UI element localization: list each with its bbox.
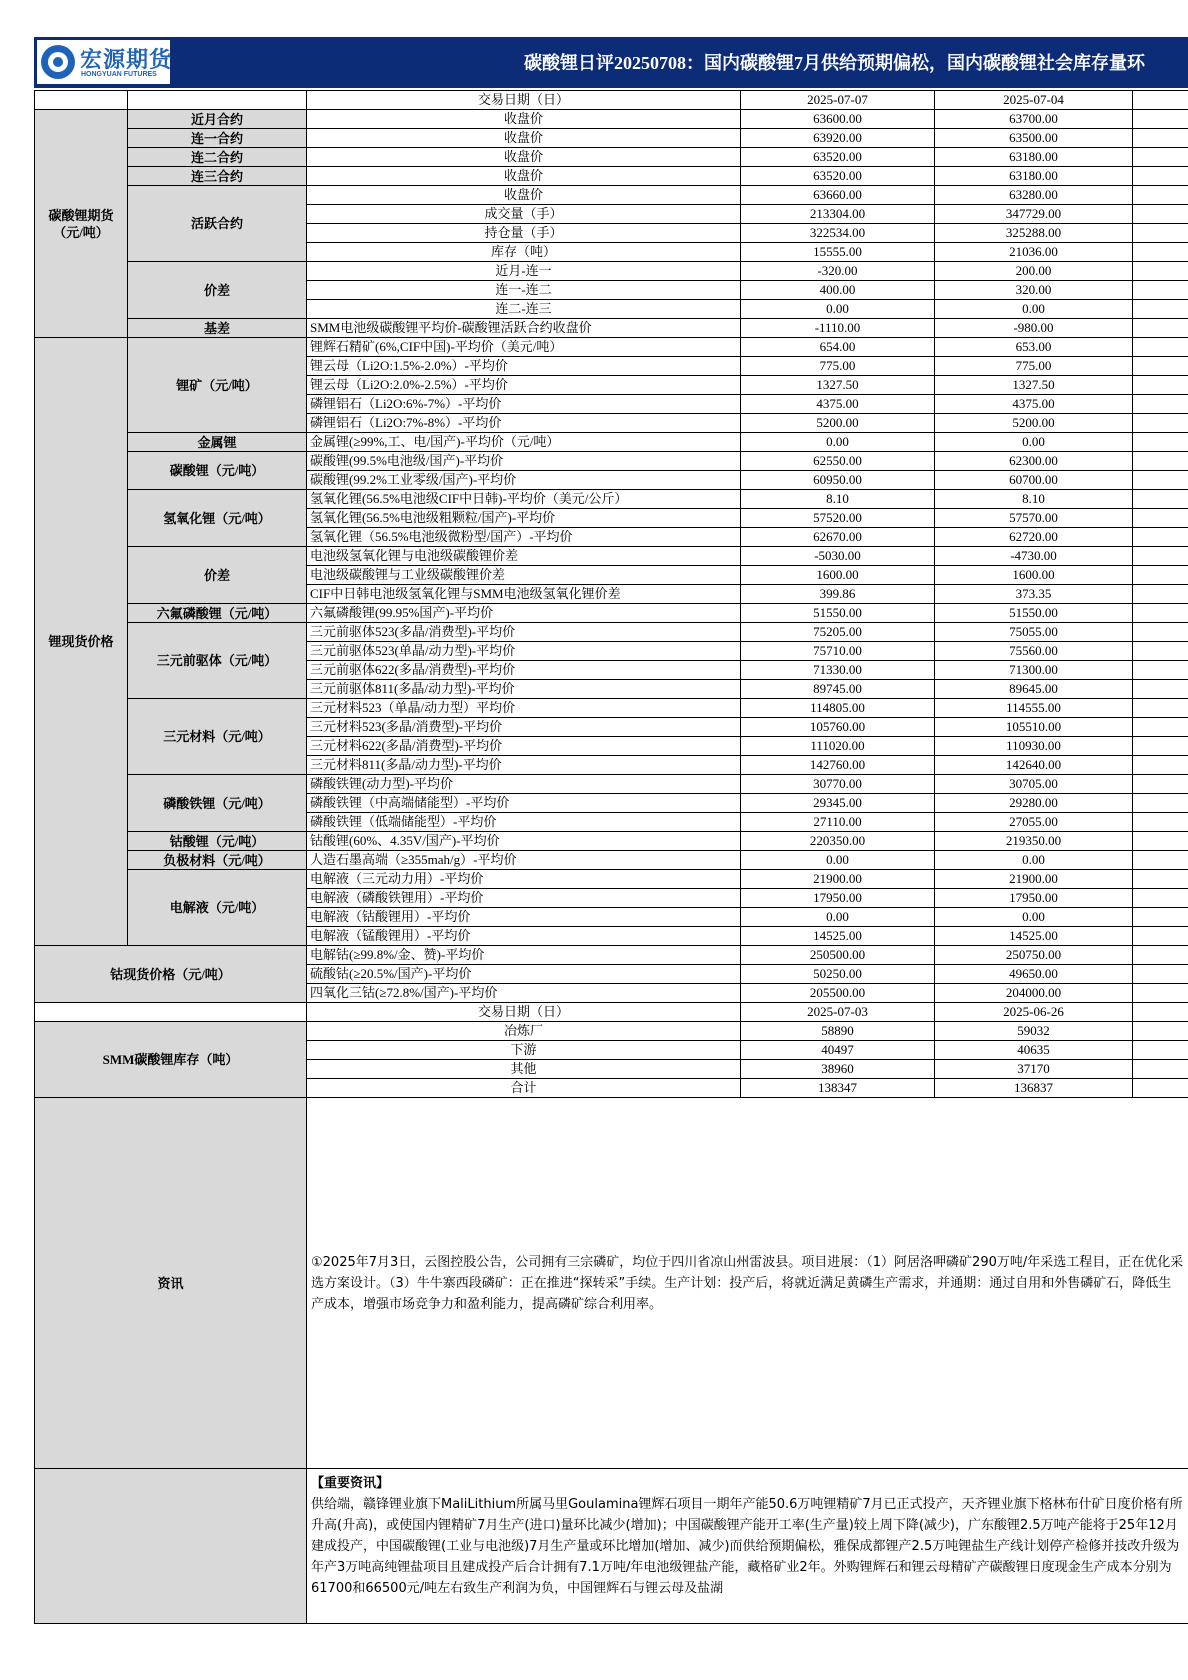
value-previous: 21900.00 xyxy=(935,870,1133,889)
spot-row xyxy=(35,452,1188,471)
cut-off-cell xyxy=(1133,110,1188,129)
value-previous: 27055.00 xyxy=(935,813,1133,832)
value-previous: 57570.00 xyxy=(935,509,1133,528)
cut-off-cell xyxy=(1133,661,1188,680)
contract-label: 连一合约 xyxy=(128,129,307,148)
spot-row xyxy=(35,699,1188,718)
item-label: 锂辉石精矿(6%,CIF中国)-平均价（美元/吨） xyxy=(307,338,741,357)
item-label: 三元前驱体622(多晶/消费型)-平均价 xyxy=(307,661,741,680)
news-row xyxy=(35,1098,1188,1469)
cut-off-cell xyxy=(1133,984,1188,1003)
item-label: 收盘价 xyxy=(307,129,741,148)
cut-off-cell xyxy=(1133,775,1188,794)
cut-off-cell xyxy=(1133,129,1188,148)
value-current: 4375.00 xyxy=(741,395,935,414)
company-logo xyxy=(37,40,173,84)
value-current: 220350.00 xyxy=(741,832,935,851)
cut-off-cell xyxy=(1133,509,1188,528)
item-label: 三元材料523(多晶/消费型)-平均价 xyxy=(307,718,741,737)
cut-off-cell xyxy=(1133,585,1188,604)
value-previous: 14525.00 xyxy=(935,927,1133,946)
cut-off-cell xyxy=(1133,813,1188,832)
report-title: 碳酸锂日评20250708：国内碳酸锂7月供给预期偏松，国内碳酸锂社会库存量环 xyxy=(524,53,1145,73)
futures-row xyxy=(35,110,1188,129)
item-label: 库存（吨） xyxy=(307,243,741,262)
active-contract-row xyxy=(35,186,1188,205)
cut-off-cell xyxy=(1133,338,1188,357)
cut-off-cell xyxy=(1133,395,1188,414)
cut-off-cell xyxy=(1133,471,1188,490)
item-label: 收盘价 xyxy=(307,186,741,205)
cut-off-cell xyxy=(1133,300,1188,319)
cut-off-cell xyxy=(1133,1003,1188,1022)
cut-off-cell xyxy=(1133,91,1188,110)
product-label: 金属锂 xyxy=(128,433,307,452)
logo-icon xyxy=(41,45,75,79)
spread-row xyxy=(35,262,1188,281)
item-label: 其他 xyxy=(307,1060,741,1079)
item-label: 四氧化三钴(≥72.8%/国产)-平均价 xyxy=(307,984,741,1003)
value-previous: 0.00 xyxy=(935,300,1133,319)
value-current: 213304.00 xyxy=(741,205,935,224)
value-previous: 30705.00 xyxy=(935,775,1133,794)
futures-row xyxy=(35,129,1188,148)
value-current: 14525.00 xyxy=(741,927,935,946)
value-current: 138347 xyxy=(741,1079,935,1098)
value-previous: 59032 xyxy=(935,1022,1133,1041)
value-previous: 325288.00 xyxy=(935,224,1133,243)
item-label: CIF中日韩电池级氢氧化锂与SMM电池级氢氧化锂价差 xyxy=(307,585,741,604)
value-previous: 60700.00 xyxy=(935,471,1133,490)
value-current: 1600.00 xyxy=(741,566,935,585)
futures-row xyxy=(35,167,1188,186)
cut-off-cell xyxy=(1133,737,1188,756)
date-current: 2025-07-07 xyxy=(741,91,935,110)
value-previous: 89645.00 xyxy=(935,680,1133,699)
basis-label: 基差 xyxy=(128,319,307,338)
value-current: 38960 xyxy=(741,1060,935,1079)
value-current: 60950.00 xyxy=(741,471,935,490)
item-label: 持仓量（手） xyxy=(307,224,741,243)
value-current: 399.86 xyxy=(741,585,935,604)
contract-label: 近月合约 xyxy=(128,110,307,129)
value-previous: 63280.00 xyxy=(935,186,1133,205)
value-current: 27110.00 xyxy=(741,813,935,832)
spot-row xyxy=(35,433,1188,452)
value-current: 654.00 xyxy=(741,338,935,357)
cut-off-cell xyxy=(1133,566,1188,585)
cut-off-cell xyxy=(1133,262,1188,281)
corner-cell xyxy=(128,91,307,110)
item-label: 碳酸锂(99.5%电池级/国产)-平均价 xyxy=(307,452,741,471)
cut-off-cell xyxy=(1133,452,1188,471)
item-label: 电解液（三元动力用）-平均价 xyxy=(307,870,741,889)
value-previous: 8.10 xyxy=(935,490,1133,509)
value-current: 0.00 xyxy=(741,433,935,452)
spot-row xyxy=(35,851,1188,870)
cut-off-cell xyxy=(1133,1079,1188,1098)
value-current: 0.00 xyxy=(741,908,935,927)
lithium-daily-table xyxy=(34,90,1188,1624)
cut-off-cell xyxy=(1133,433,1188,452)
cut-off-cell xyxy=(1133,490,1188,509)
news-text: ①2025年7月3日，云图控股公告，公司拥有三宗磷矿，均位于四川省凉山州雷波县。项目进展：（1）阿居洛呷磷矿290万吨/年采选工程目，正在优化采选方案设计。（3）牛牛寨西段磷矿：正在推进“探转采”手续。生产计划：投产后，将就近满足黄磷生产需求，并通期：通过自用和外售磷矿石，降低生产成本，增强市场竞争力和盈利能力，提高磷矿综合利用率。 xyxy=(307,1098,1188,1469)
value-current: 51550.00 xyxy=(741,604,935,623)
value-previous: 320.00 xyxy=(935,281,1133,300)
item-label: 磷锂铝石（Li2O:6%-7%）-平均价 xyxy=(307,395,741,414)
value-current: 400.00 xyxy=(741,281,935,300)
item-label: 收盘价 xyxy=(307,167,741,186)
spot-row xyxy=(35,832,1188,851)
item-label: 电解液（钴酸锂用）-平均价 xyxy=(307,908,741,927)
value-current: 50250.00 xyxy=(741,965,935,984)
contract-label: 连三合约 xyxy=(128,167,307,186)
value-current: -5030.00 xyxy=(741,547,935,566)
cut-off-cell xyxy=(1133,357,1188,376)
spot-row xyxy=(35,870,1188,889)
value-current: 17950.00 xyxy=(741,889,935,908)
cut-off-cell xyxy=(1133,756,1188,775)
item-label: 六氟磷酸锂(99.95%国产)-平均价 xyxy=(307,604,741,623)
value-previous: 75055.00 xyxy=(935,623,1133,642)
value-previous: 49650.00 xyxy=(935,965,1133,984)
value-previous: 1600.00 xyxy=(935,566,1133,585)
cobalt-group-label: 钴现货价格（元/吨） xyxy=(35,946,307,1003)
important-news-row xyxy=(35,1469,1188,1624)
value-previous: 63500.00 xyxy=(935,129,1133,148)
logo-chinese-name: 宏源期货 xyxy=(80,48,173,73)
value-previous: 62720.00 xyxy=(935,528,1133,547)
logo-english-name: HONGYUAN FUTURES xyxy=(81,71,157,78)
item-label: 锂云母（Li2O:2.0%-2.5%）-平均价 xyxy=(307,376,741,395)
item-label: 收盘价 xyxy=(307,110,741,129)
value-previous: 1327.50 xyxy=(935,376,1133,395)
date-current: 2025-07-03 xyxy=(741,1003,935,1022)
date-previous: 2025-06-26 xyxy=(935,1003,1133,1022)
basis-row xyxy=(35,319,1188,338)
cut-off-cell xyxy=(1133,167,1188,186)
product-label: 锂矿（元/吨） xyxy=(128,338,307,433)
cut-off-cell xyxy=(1133,1060,1188,1079)
value-current: 15555.00 xyxy=(741,243,935,262)
value-previous: 204000.00 xyxy=(935,984,1133,1003)
value-current: 111020.00 xyxy=(741,737,935,756)
cobalt-row xyxy=(35,946,1188,965)
item-label: 磷锂铝石（Li2O:7%-8%）-平均价 xyxy=(307,414,741,433)
value-previous: 200.00 xyxy=(935,262,1133,281)
value-previous: 40635 xyxy=(935,1041,1133,1060)
inventory-group-label: SMM碳酸锂库存（吨） xyxy=(35,1022,307,1098)
value-current: 142760.00 xyxy=(741,756,935,775)
item-label: 钴酸锂(60%、4.35V/国产)-平均价 xyxy=(307,832,741,851)
item-label: 电解液（锰酸锂用）-平均价 xyxy=(307,927,741,946)
report-header xyxy=(34,37,1188,88)
cut-off-cell xyxy=(1133,243,1188,262)
value-previous: 75560.00 xyxy=(935,642,1133,661)
spot-row xyxy=(35,604,1188,623)
value-current: 205500.00 xyxy=(741,984,935,1003)
spot-row xyxy=(35,490,1188,509)
cut-off-cell xyxy=(1133,851,1188,870)
inventory-date-row xyxy=(35,1003,1188,1022)
date-previous: 2025-07-04 xyxy=(935,91,1133,110)
cut-off-cell xyxy=(1133,623,1188,642)
value-current: 62550.00 xyxy=(741,452,935,471)
cut-off-cell xyxy=(1133,319,1188,338)
date-header-label: 交易日期（日） xyxy=(307,91,741,110)
value-previous: 250750.00 xyxy=(935,946,1133,965)
item-label: 下游 xyxy=(307,1041,741,1060)
important-news-text: 供给端，赣锋锂业旗下MaliLithium所属马里Goulamina锂辉石项目一期年产能50.6万吨锂精矿7月已正式投产，天齐锂业旗下格林布什矿日度价格有所升高(升高)，或使国内锂精矿7月生产(进口)量环比减少(增加)；中国碳酸锂产能开工率(生产量)较上周下降(减少)，广东酸锂2.5万吨产能将于25年12月建成投产，中国碳酸锂(工业与电池级)7月生产量或环比增加(增加、减少)而供给预期偏松，雅保成都锂产2.5万吨锂盐生产线计划停产检修并技改升级为年产3万吨高纯锂盐项目且建成投产后合计拥有7.1万吨/年电池级锂盐产能，藏格矿业2年。外购锂辉石和锂云母精矿产碳酸锂日度现金生产成本分别为61700和66500元/吨左右致生产利润为负，中国锂辉石与锂云母及盐湖 xyxy=(311,1497,1183,1596)
product-label: 负极材料（元/吨） xyxy=(128,851,307,870)
cut-off-cell xyxy=(1133,224,1188,243)
item-label: 磷酸铁锂(动力型)-平均价 xyxy=(307,775,741,794)
item-label: 人造石墨高端（≥355mah/g）-平均价 xyxy=(307,851,741,870)
item-label: 电池级氢氧化锂与电池级碳酸锂价差 xyxy=(307,547,741,566)
corner-cell xyxy=(35,1003,307,1022)
cut-off-cell xyxy=(1133,718,1188,737)
item-label: 磷酸铁锂（低端储能型）-平均价 xyxy=(307,813,741,832)
important-news-cell xyxy=(307,1469,1188,1624)
cut-off-cell xyxy=(1133,946,1188,965)
value-previous: 29280.00 xyxy=(935,794,1133,813)
value-previous: 0.00 xyxy=(935,908,1133,927)
cut-off-cell xyxy=(1133,414,1188,433)
cut-off-cell xyxy=(1133,642,1188,661)
item-label: 磷酸铁锂（中高端储能型）-平均价 xyxy=(307,794,741,813)
date-header-label: 交易日期（日） xyxy=(307,1003,741,1022)
value-current: 1327.50 xyxy=(741,376,935,395)
value-current: 63600.00 xyxy=(741,110,935,129)
value-current: 775.00 xyxy=(741,357,935,376)
value-current: 63920.00 xyxy=(741,129,935,148)
cut-off-cell xyxy=(1133,870,1188,889)
value-previous: 37170 xyxy=(935,1060,1133,1079)
value-current: 5200.00 xyxy=(741,414,935,433)
value-current: 57520.00 xyxy=(741,509,935,528)
value-current: 0.00 xyxy=(741,300,935,319)
spot-group-label: 锂现货价格 xyxy=(35,338,128,946)
important-news-label xyxy=(35,1469,307,1624)
value-current: 75205.00 xyxy=(741,623,935,642)
value-current: 30770.00 xyxy=(741,775,935,794)
important-news-title: 【重要资讯】 xyxy=(311,1476,390,1491)
product-label: 磷酸铁锂（元/吨） xyxy=(128,775,307,832)
cut-off-cell xyxy=(1133,205,1188,224)
cut-off-cell xyxy=(1133,832,1188,851)
cut-off-cell xyxy=(1133,547,1188,566)
cut-off-cell xyxy=(1133,965,1188,984)
value-previous: 5200.00 xyxy=(935,414,1133,433)
value-previous: 63700.00 xyxy=(935,110,1133,129)
item-label: 金属锂(≥99%,工、电/国产)-平均价（元/吨） xyxy=(307,433,741,452)
item-label: 三元材料622(多晶/消费型)-平均价 xyxy=(307,737,741,756)
spot-row xyxy=(35,775,1188,794)
value-previous: 136837 xyxy=(935,1079,1133,1098)
item-label: 三元前驱体523(多晶/消费型)-平均价 xyxy=(307,623,741,642)
cut-off-cell xyxy=(1133,186,1188,205)
product-label: 电解液（元/吨） xyxy=(128,870,307,946)
value-previous: 775.00 xyxy=(935,357,1133,376)
item-label: SMM电池级碳酸锂平均价-碳酸锂活跃合约收盘价 xyxy=(307,319,741,338)
corner-cell xyxy=(35,91,128,110)
value-current: -320.00 xyxy=(741,262,935,281)
item-label: 三元前驱体811(多晶/动力型)-平均价 xyxy=(307,680,741,699)
value-current: 29345.00 xyxy=(741,794,935,813)
cut-off-cell xyxy=(1133,927,1188,946)
item-label: 电解液（磷酸铁锂用）-平均价 xyxy=(307,889,741,908)
item-label: 三元材料523（单晶/动力型）平均价 xyxy=(307,699,741,718)
value-previous: 51550.00 xyxy=(935,604,1133,623)
item-label: 氢氧化锂(56.5%电池级粗颗粒/国产)-平均价 xyxy=(307,509,741,528)
item-label: 硫酸钴(≥20.5%/国产)-平均价 xyxy=(307,965,741,984)
value-current: 63520.00 xyxy=(741,167,935,186)
value-current: 89745.00 xyxy=(741,680,935,699)
item-label: 近月-连一 xyxy=(307,262,741,281)
contract-label: 连二合约 xyxy=(128,148,307,167)
product-label: 氢氧化锂（元/吨） xyxy=(128,490,307,547)
value-previous: 105510.00 xyxy=(935,718,1133,737)
item-label: 连一-连二 xyxy=(307,281,741,300)
value-current: 75710.00 xyxy=(741,642,935,661)
item-label: 合计 xyxy=(307,1079,741,1098)
value-previous: 21036.00 xyxy=(935,243,1133,262)
cut-off-cell xyxy=(1133,889,1188,908)
cut-off-cell xyxy=(1133,604,1188,623)
cut-off-cell xyxy=(1133,908,1188,927)
value-previous: 0.00 xyxy=(935,851,1133,870)
value-current: 40497 xyxy=(741,1041,935,1060)
value-current: 63520.00 xyxy=(741,148,935,167)
date-header-row xyxy=(35,91,1188,110)
cut-off-cell xyxy=(1133,148,1188,167)
cut-off-cell xyxy=(1133,281,1188,300)
item-label: 成交量（手） xyxy=(307,205,741,224)
item-label: 氢氧化锂(56.5%电池级CIF中日韩)-平均价（美元/公斤） xyxy=(307,490,741,509)
value-current: 322534.00 xyxy=(741,224,935,243)
value-current: 62670.00 xyxy=(741,528,935,547)
value-previous: 71300.00 xyxy=(935,661,1133,680)
product-label: 钴酸锂（元/吨） xyxy=(128,832,307,851)
value-previous: 219350.00 xyxy=(935,832,1133,851)
cut-off-cell xyxy=(1133,1022,1188,1041)
value-current: 63660.00 xyxy=(741,186,935,205)
futures-row xyxy=(35,148,1188,167)
value-previous: 114555.00 xyxy=(935,699,1133,718)
spot-row xyxy=(35,338,1188,357)
inventory-row xyxy=(35,1022,1188,1041)
value-current: 58890 xyxy=(741,1022,935,1041)
value-current: 21900.00 xyxy=(741,870,935,889)
product-label: 六氟磷酸锂（元/吨） xyxy=(128,604,307,623)
cut-off-cell xyxy=(1133,528,1188,547)
item-label: 电解钴(≥99.8%/金、赞)-平均价 xyxy=(307,946,741,965)
value-current: 250500.00 xyxy=(741,946,935,965)
value-previous: 347729.00 xyxy=(935,205,1133,224)
item-label: 收盘价 xyxy=(307,148,741,167)
spot-row xyxy=(35,547,1188,566)
cut-off-cell xyxy=(1133,794,1188,813)
value-previous: -4730.00 xyxy=(935,547,1133,566)
news-label: 资讯 xyxy=(35,1098,307,1469)
item-label: 氢氧化锂（56.5%电池级微粉型/国产）-平均价 xyxy=(307,528,741,547)
product-label: 碳酸锂（元/吨） xyxy=(128,452,307,490)
active-contract-label: 活跃合约 xyxy=(128,186,307,262)
item-label: 碳酸锂(99.2%工业零级/国产)-平均价 xyxy=(307,471,741,490)
value-previous: 110930.00 xyxy=(935,737,1133,756)
cut-off-cell xyxy=(1133,680,1188,699)
value-previous: 63180.00 xyxy=(935,148,1133,167)
item-label: 锂云母（Li2O:1.5%-2.0%）-平均价 xyxy=(307,357,741,376)
value-previous: 0.00 xyxy=(935,433,1133,452)
cut-off-cell xyxy=(1133,1041,1188,1060)
cut-off-cell xyxy=(1133,376,1188,395)
spot-row xyxy=(35,623,1188,642)
product-label: 价差 xyxy=(128,547,307,604)
futures-group-label: 碳酸锂期货（元/吨） xyxy=(35,110,128,338)
value-current: 114805.00 xyxy=(741,699,935,718)
value-current: -1110.00 xyxy=(741,319,935,338)
value-previous: 4375.00 xyxy=(935,395,1133,414)
value-current: 8.10 xyxy=(741,490,935,509)
value-current: 0.00 xyxy=(741,851,935,870)
item-label: 冶炼厂 xyxy=(307,1022,741,1041)
value-previous: 373.35 xyxy=(935,585,1133,604)
product-label: 三元材料（元/吨） xyxy=(128,699,307,775)
value-current: 105760.00 xyxy=(741,718,935,737)
value-previous: 63180.00 xyxy=(935,167,1133,186)
item-label: 三元材料811(多晶/动力型)-平均价 xyxy=(307,756,741,775)
value-previous: -980.00 xyxy=(935,319,1133,338)
value-previous: 17950.00 xyxy=(935,889,1133,908)
cut-off-cell xyxy=(1133,699,1188,718)
value-previous: 142640.00 xyxy=(935,756,1133,775)
value-previous: 62300.00 xyxy=(935,452,1133,471)
product-label: 三元前驱体（元/吨） xyxy=(128,623,307,699)
spread-label: 价差 xyxy=(128,262,307,319)
value-current: 71330.00 xyxy=(741,661,935,680)
item-label: 三元前驱体523(单晶/动力型)-平均价 xyxy=(307,642,741,661)
item-label: 电池级碳酸锂与工业级碳酸锂价差 xyxy=(307,566,741,585)
value-previous: 653.00 xyxy=(935,338,1133,357)
item-label: 连二-连三 xyxy=(307,300,741,319)
